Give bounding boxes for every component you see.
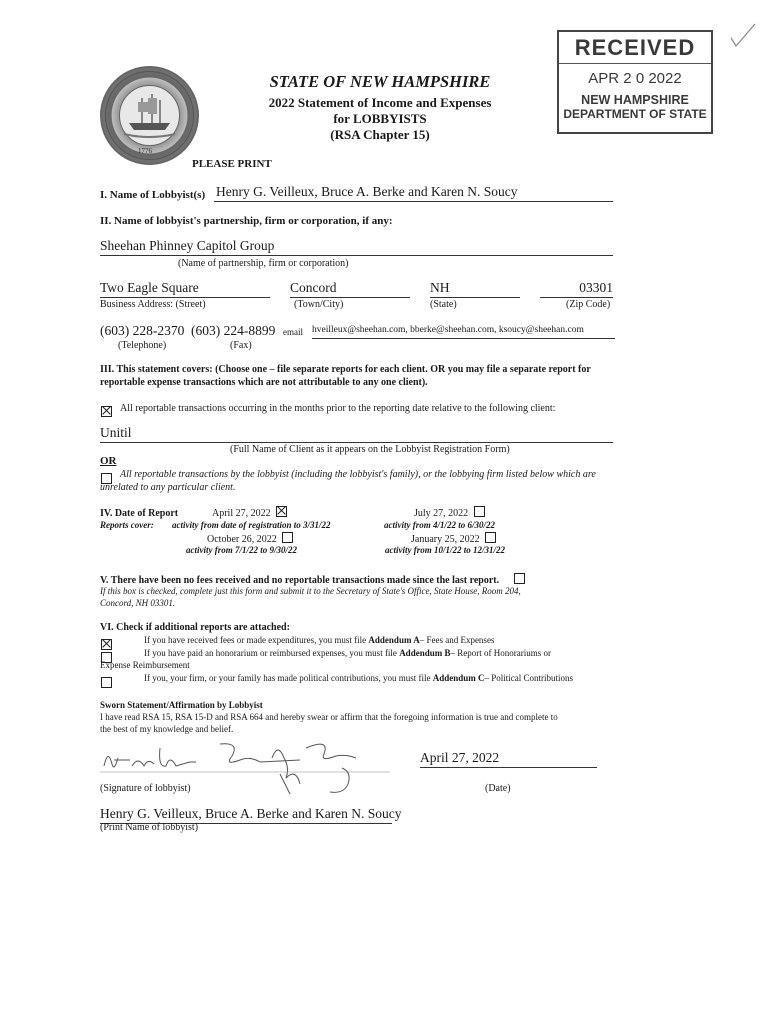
sworn-label: Sworn Statement/Affirmation by Lobbyist [100, 700, 263, 710]
section3-option2-line2: unrelated to any particular client. [100, 482, 236, 493]
street-caption: Business Address: (Street) [100, 299, 206, 310]
addendum-c-post: – Political Contributions [484, 673, 573, 683]
street-value: Two Eagle Square [100, 280, 199, 295]
form-header [230, 72, 530, 143]
checkbox-addendum-c[interactable] [101, 677, 112, 688]
phone-value: (603) 228-2370 [100, 323, 185, 338]
print-name-caption: (Print Name of lobbyist) [100, 822, 199, 833]
state-field[interactable] [430, 280, 520, 298]
addendum-a-bold: Addendum A [368, 635, 420, 645]
section5-note1: If this box is checked, complete just this form and submit it to the Secretary of State's Office, State House, Room 204, [100, 586, 521, 596]
stamp-date: APR 2 0 2022 [588, 70, 682, 87]
fax-value: (603) 224-8899 [191, 323, 276, 338]
email-value: hveilleux@sheehan.com, bberke@sheehan.com, ksoucy@sheehan.com [312, 325, 584, 335]
report-desc2: activity from 4/1/22 to 6/30/22 [384, 520, 495, 530]
please-print: PLEASE PRINT [192, 158, 272, 170]
street-field[interactable] [100, 280, 270, 298]
section5-note2: Concord, NH 03301. [100, 598, 176, 608]
checkbox-report-date1[interactable] [276, 506, 287, 517]
sworn-date-value: April 27, 2022 [420, 750, 500, 765]
report-date1-label: April 27, 2022 [212, 508, 271, 519]
addendum-b-cont: Expense Reimbursement [100, 660, 190, 670]
firm-name-value: Sheehan Phinney Capitol Group [100, 238, 275, 253]
email-label: email [283, 327, 303, 337]
checkbox-section3-option1[interactable] [101, 406, 112, 417]
section3-line2: reportable expense transactions which are not attributable to any one client). [100, 377, 428, 388]
phone-caption: (Telephone) [118, 340, 167, 351]
client-value: Unitil [100, 425, 132, 440]
section3-option1-checkbox[interactable] [101, 403, 112, 421]
addendum-c-pre: If you, your firm, or your family has made political contributions, you must file [144, 673, 433, 683]
addendum-b-post: – Report of Honorariums or [450, 648, 551, 658]
checkbox-report-date3[interactable] [282, 532, 293, 543]
section2-label: II. Name of lobbyist's partnership, firm or corporation, if any: [100, 215, 393, 227]
state-caption: (State) [430, 299, 457, 310]
section6-label: VI. Check if additional reports are attached: [100, 622, 290, 633]
reports-cover-label: Reports cover: [100, 520, 154, 530]
checkbox-report-date4[interactable] [485, 532, 496, 543]
report-desc1: activity from date of registration to 3/31/22 [172, 520, 331, 530]
state-title: STATE OF NEW HAMPSHIRE [269, 72, 491, 91]
fax-caption: (Fax) [230, 340, 252, 351]
addendum-b-label [144, 648, 551, 658]
state-value: NH [430, 280, 450, 295]
addendum-a-label [144, 635, 494, 645]
section5-line [100, 573, 525, 586]
section3-line1: III. This statement covers: (Choose one – file separate reports for each client. OR you may file a separate report for [100, 364, 591, 375]
date-caption: (Date) [485, 783, 511, 794]
checkbox-report-date2[interactable] [474, 506, 485, 517]
stamp-line1: NEW HAMPSHIRE [581, 93, 689, 107]
client-caption: (Full Name of Client as it appears on the Lobbyist Registration Form) [230, 444, 510, 455]
report-date2-label: July 27, 2022 [414, 508, 469, 519]
firm-name-field[interactable] [100, 238, 613, 256]
client-field[interactable] [100, 425, 613, 443]
fax-field[interactable] [191, 323, 275, 339]
firm-caption: (Name of partnership, firm or corporation) [178, 258, 349, 269]
city-value: Concord [290, 280, 337, 295]
report-date3[interactable] [207, 532, 293, 545]
email-field[interactable] [312, 325, 615, 339]
seal-year: 1776 [138, 147, 152, 155]
addendum-c-label [144, 673, 573, 683]
header-line3: (RSA Chapter 15) [330, 127, 430, 142]
report-date3-label: October 26, 2022 [207, 534, 277, 545]
city-caption: (Town/City) [294, 299, 344, 310]
report-date2[interactable] [414, 506, 485, 519]
report-date1[interactable] [212, 506, 287, 519]
print-name-value: Henry G. Veilleux, Bruce A. Berke and Karen N. Soucy [100, 806, 402, 821]
zip-caption: (Zip Code) [566, 299, 611, 310]
addendum-a-post: – Fees and Expenses [419, 635, 495, 645]
report-desc4: activity from 10/1/22 to 12/31/22 [385, 545, 505, 555]
header-line2: for LOBBYISTS [333, 111, 427, 126]
checkbox-section5[interactable] [514, 573, 525, 584]
report-date4-label: January 25, 2022 [411, 534, 480, 545]
state-seal-icon [100, 66, 199, 165]
addendum-c-checkbox-wrap[interactable] [101, 674, 112, 692]
received-stamp [557, 30, 713, 134]
stamp-title: RECEIVED [559, 35, 711, 64]
zip-field[interactable] [540, 280, 613, 298]
lobbyist-name-field[interactable] [214, 184, 613, 202]
report-date4[interactable] [411, 532, 496, 545]
addendum-c-bold: Addendum C [432, 673, 485, 683]
or-label: OR [100, 455, 117, 467]
section3-option2-line1: All reportable transactions by the lobbyist (including the lobbyist's family), or the lobbying firm listed below which are [120, 469, 596, 480]
sworn-line2: the best of my knowledge and belief. [100, 724, 234, 734]
addendum-a-pre: If you have received fees or made expenditures, you must file [144, 635, 369, 645]
section4-label: IV. Date of Report [100, 508, 179, 519]
section3-option1-label: All reportable transactions occurring in the months prior to the reporting date relative to the following client: [120, 403, 556, 414]
section1-label: I. Name of Lobbyist(s) [100, 189, 206, 201]
phone-field[interactable] [100, 323, 184, 339]
addendum-b-pre: If you have paid an honorarium or reimbursed expenses, you must file [144, 648, 400, 658]
sworn-line1: I have read RSA 15, RSA 15-D and RSA 664 and hereby swear or affirm that the foregoing information is true and complete to [100, 712, 558, 722]
addendum-b-bold: Addendum B [399, 648, 451, 658]
lobbyist-name-value: Henry G. Veilleux, Bruce A. Berke and Karen N. Soucy [216, 184, 518, 199]
signature-caption: (Signature of lobbyist) [100, 783, 191, 794]
header-line1: 2022 Statement of Income and Expenses [268, 95, 492, 110]
zip-value: 03301 [579, 280, 613, 295]
stamp-line2: DEPARTMENT OF STATE [563, 107, 707, 121]
city-field[interactable] [290, 280, 410, 298]
report-desc3: activity from 7/1/22 to 9/30/22 [186, 545, 297, 555]
sworn-date-field[interactable] [420, 750, 597, 768]
margin-checkmark-icon [728, 20, 758, 50]
section5-text: V. There have been no fees received and no reportable transactions made since the last report. [100, 575, 500, 586]
